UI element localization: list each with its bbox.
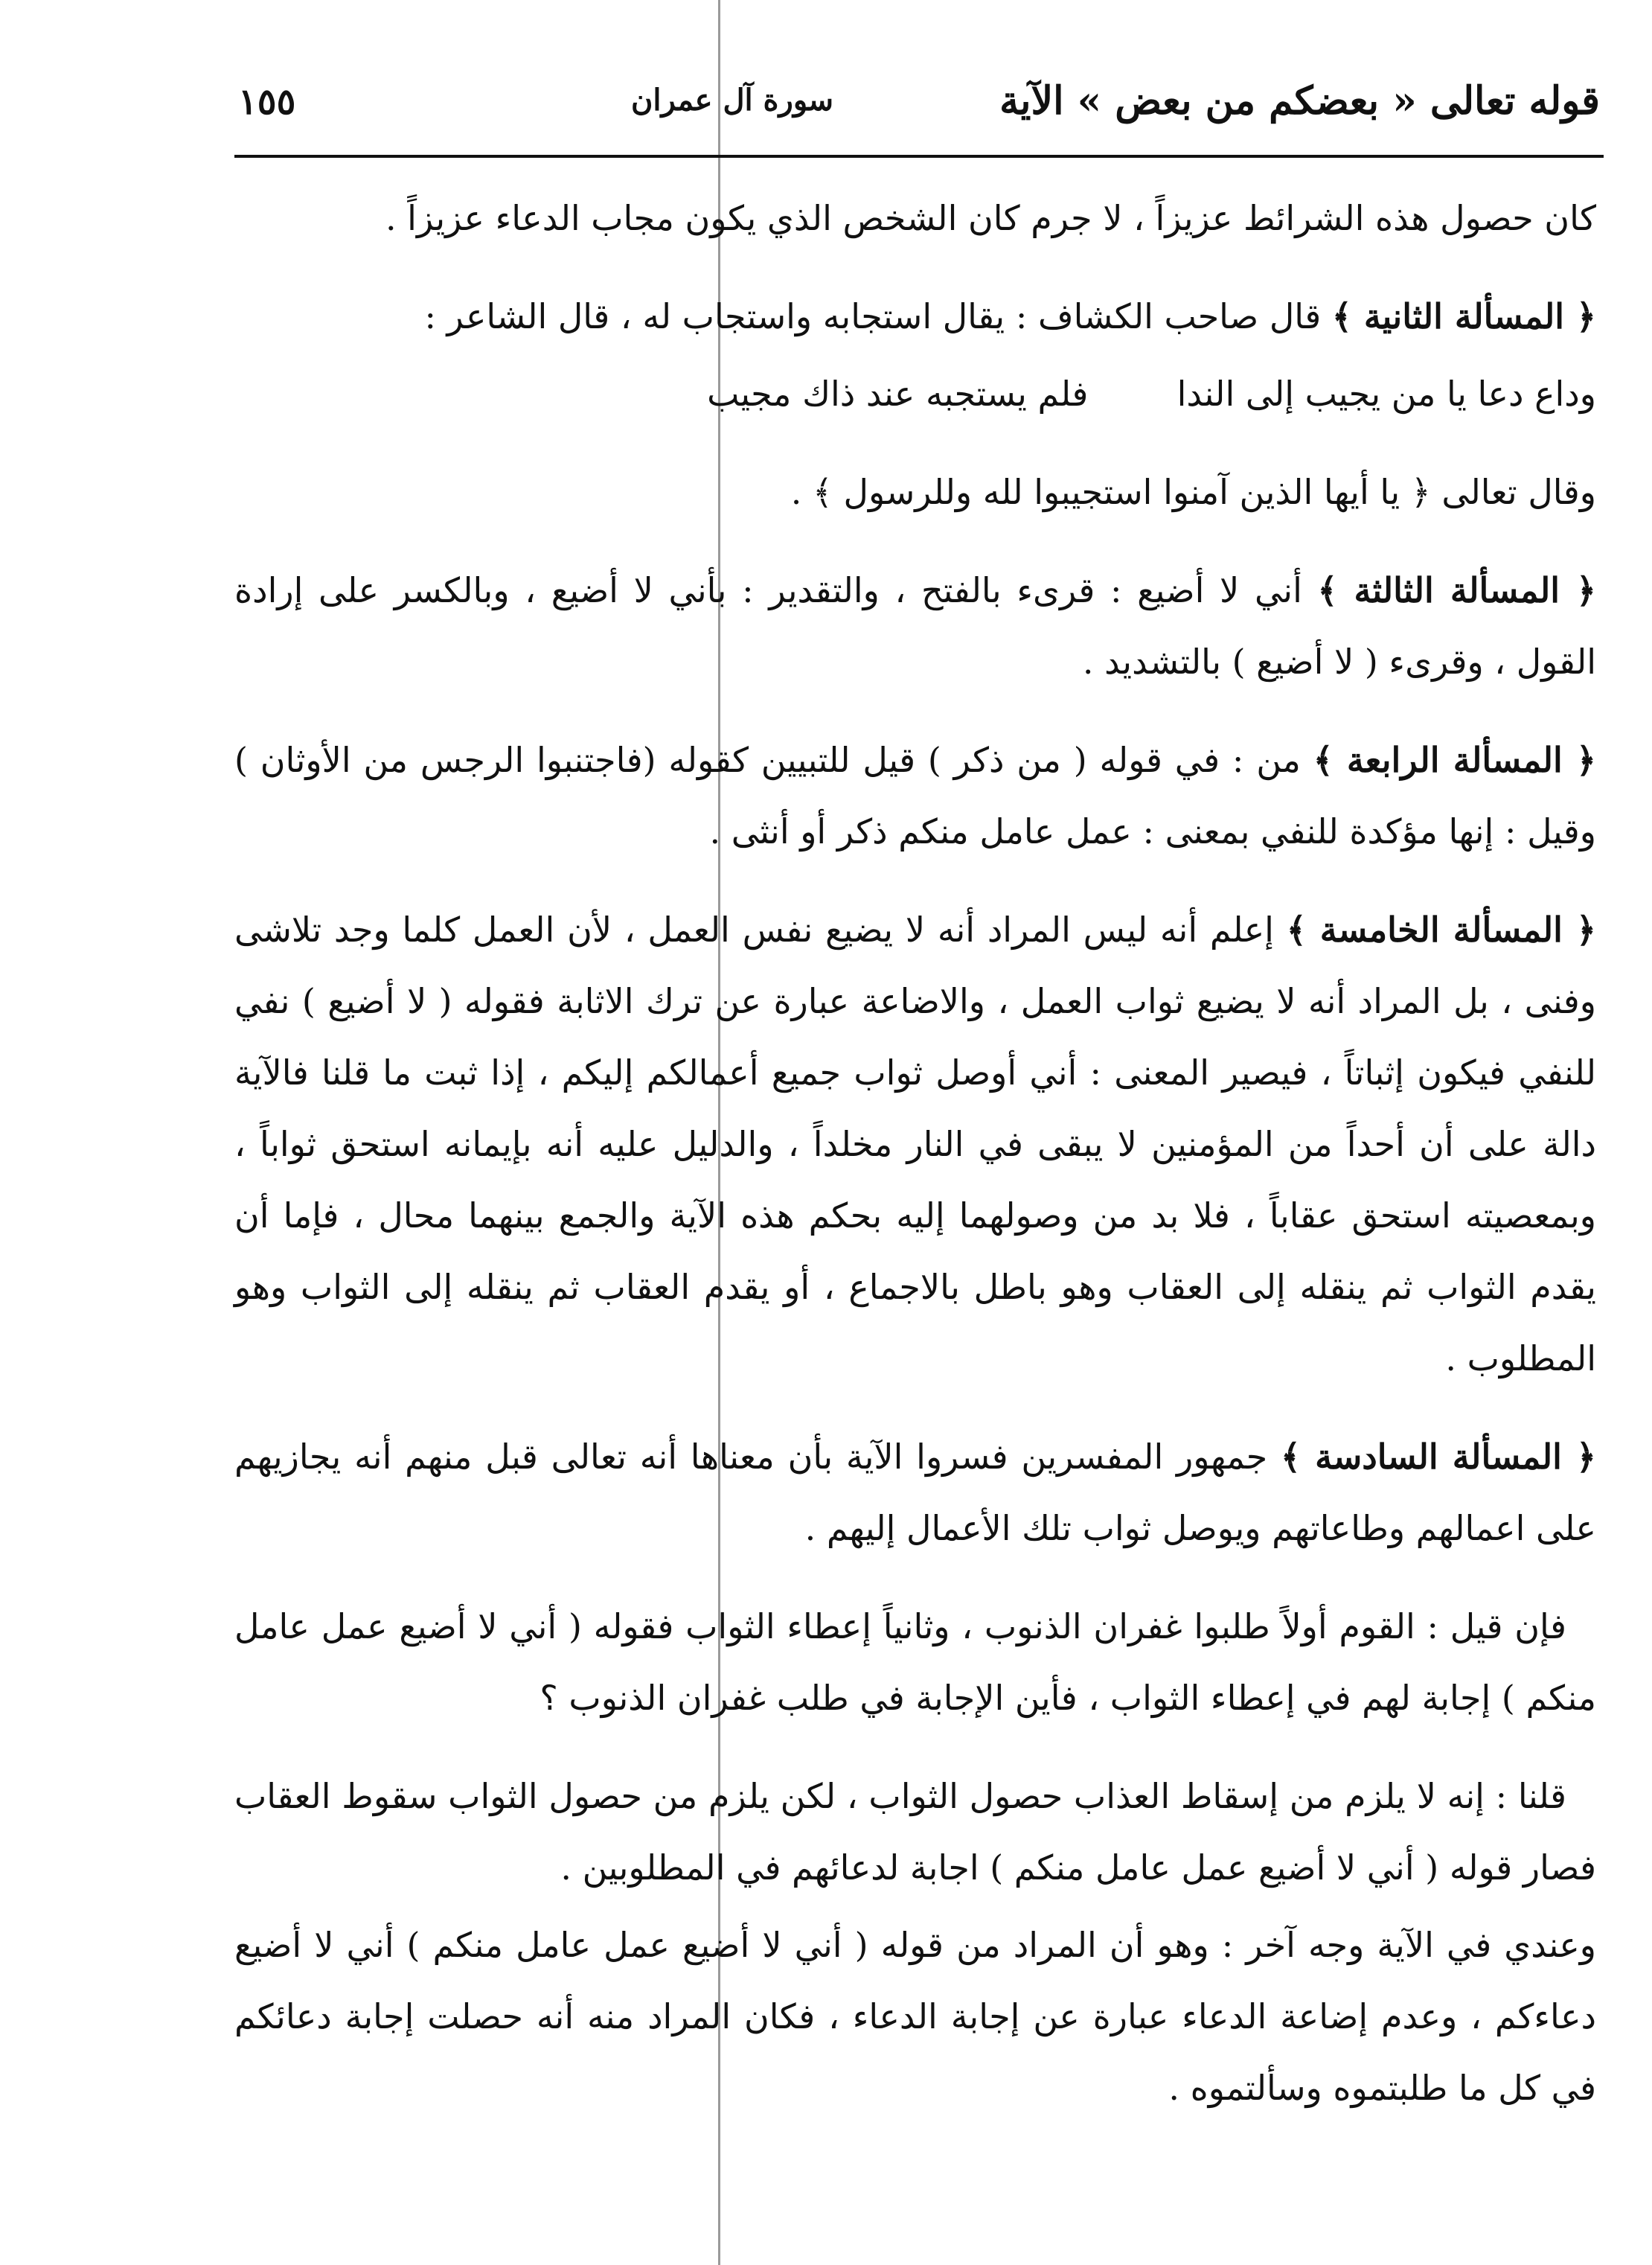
paragraph-issue-6 xyxy=(234,1421,1596,1564)
paragraph-answer xyxy=(234,1760,1596,1903)
verse-first-hemistich: وداع دعا يا من يجيب إلى الندا xyxy=(1176,374,1596,414)
paragraph-text: وقال تعالى ﴿ يا أيها الذين آمنوا استجيبوا لله وللرسول ﴾ . xyxy=(790,472,1596,512)
paragraph-issue-5 xyxy=(234,894,1596,1394)
paragraph-text: كان حصول هذه الشرائط عزيزاً ، لا جرم كان الشخص الذي يكون مجاب الدعاء عزيزاً . xyxy=(385,198,1596,238)
issue-6-text: جمهور المفسرين فسروا الآية بأن معناها أنه تعالى قبل منهم أنه يجازيهم على اعمالهم وطاعاتهم ويوصل ثواب تلك الأعمال إليهم . xyxy=(234,1437,1596,1548)
issue-3-heading: ﴿ المسألة الثالثة ﴾ xyxy=(1317,570,1597,610)
paragraph-objection xyxy=(234,1591,1596,1734)
paragraph-issue-4 xyxy=(234,724,1596,867)
issue-2-heading: ﴿ المسألة الثانية ﴾ xyxy=(1331,296,1596,336)
surah-name: سورة آل عمران xyxy=(630,83,833,118)
issue-4-text: من : في قوله ( من ذكر ) قيل للتبيين كقوله (فاجتنبوا الرجس من الأوثان ) وقيل : إنها مؤكدة للنفي بمعنى : عمل عامل منكم ذكر أو أنثى . xyxy=(234,740,1596,852)
issue-3-text: أني لا أضيع : قرىء بالفتح ، والتقدير : بأني لا أضيع ، وبالكسر على إرادة القول ، وقرىء ( لا أضيع ) بالتشديد . xyxy=(234,570,1596,682)
issue-6-heading: ﴿ المسألة السادسة ﴾ xyxy=(1280,1437,1596,1477)
poetry-verse xyxy=(234,358,1596,429)
verse-second-hemistich: فلم يستجبه عند ذاك مجيب xyxy=(707,374,1089,414)
paragraph-issue-3 xyxy=(234,555,1596,697)
paragraph-1 xyxy=(234,182,1596,254)
paragraph-3 xyxy=(234,456,1596,528)
header-rule xyxy=(234,155,1604,158)
issue-5-text: إعلم أنه ليس المراد أنه لا يضيع نفس العمل ، لأن العمل كلما وجد تلاشى وفنى ، بل المراد أنه لا يضيع ثواب العمل ، والاضاعة عبارة عن ترك الاثابة فقوله ( لا أضيع ) نفي للنفي فيكون إثباتاً ، فيصير المعنى : أني أوصل ثواب جميع أعمالكم إليكم ، إذا ثبت ما قلنا فالآية دالة على أن أحداً من المؤمنين لا يبقى في النار مخلداً ، والدليل عليه أنه بإيمانه استحق ثواباً ، وبمعصيته استحق عقاباً ، فلا بد من وصولهما إليه بحكم هذه الآية والجمع بينهما محال ، فإما أن يقدم الثواب ثم ينقله إلى العقاب وهو باطل بالاجماع ، أو يقدم العقاب ثم ينقله إلى الثواب وهو المطلوب . xyxy=(234,910,1596,1379)
paragraph-issue-2 xyxy=(234,281,1596,352)
paragraph-text: وعندي في الآية وجه آخر : وهو أن المراد من قوله ( أني لا أضيع عمل عامل منكم ) أني لا أضيع دعاءكم ، وعدم إضاعة الدعاء عبارة عن إجابة الدعاء ، فكان المراد منه أنه حصلت إجابة دعائكم في كل ما طلبتموه وسألتموه . xyxy=(234,1925,1596,2108)
page-header xyxy=(238,78,1600,145)
issue-5-heading: ﴿ المسألة الخامسة ﴾ xyxy=(1286,910,1596,950)
issue-4-heading: ﴿ المسألة الرابعة ﴾ xyxy=(1313,740,1596,780)
running-title: قوله تعالى « بعضكم من بعض » الآية xyxy=(999,78,1600,124)
paragraph-text: قلنا : إنه لا يلزم من إسقاط العذاب حصول الثواب ، لكن يلزم من حصول الثواب سقوط العقاب فصار قوله ( أني لا أضيع عمل عامل منكم ) اجابة لدعائهم في المطلوبين . xyxy=(234,1776,1596,1888)
page-number: ١٥٥ xyxy=(238,81,296,123)
page-body xyxy=(234,182,1596,2150)
paragraph-text: فإن قيل : القوم أولاً طلبوا غفران الذنوب ، وثانياً إعطاء الثواب فقوله ( أني لا أضيع عمل عامل منكم ) إجابة لهم في إعطاء الثواب ، فأين الإجابة في طلب غفران الذنوب ؟ xyxy=(234,1606,1596,1718)
issue-2-text: قال صاحب الكشاف : يقال استجابه واستجاب له ، قال الشاعر : xyxy=(424,296,1322,336)
paragraph-author-view xyxy=(234,1909,1596,2124)
